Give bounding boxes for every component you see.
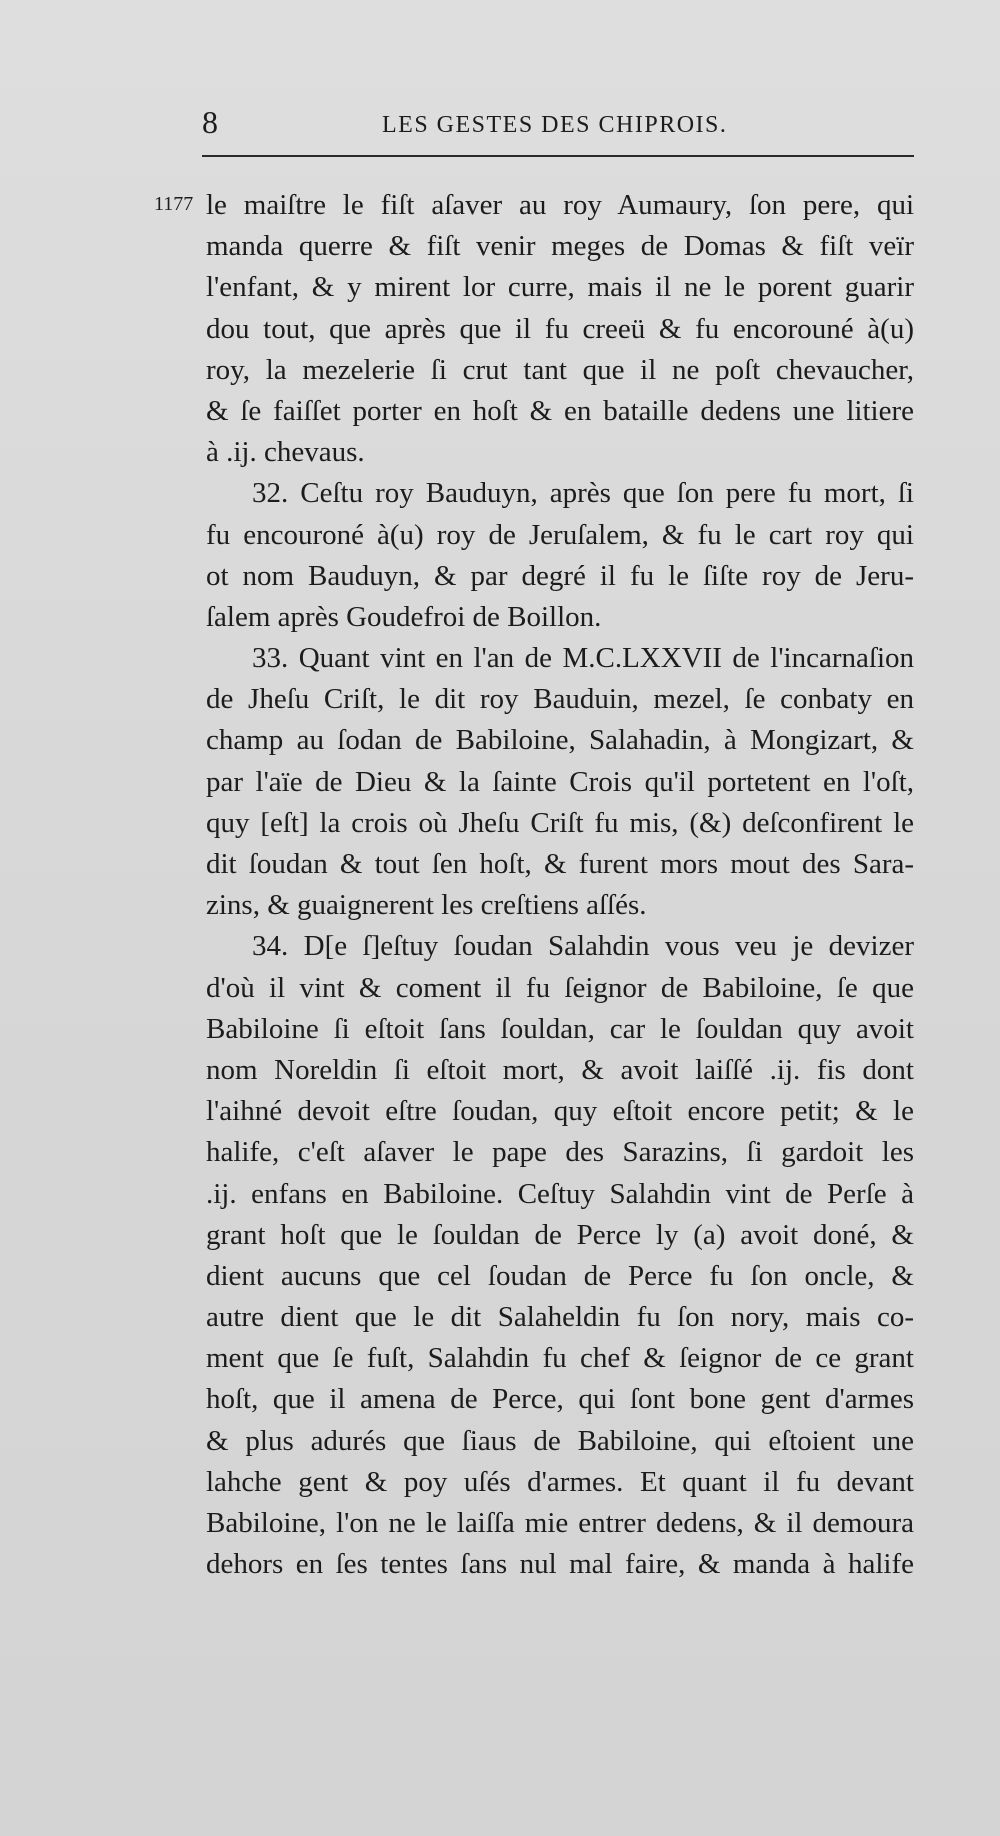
text-line: hoſt, que il amena de Perce, qui ſont bone gent d'armes xyxy=(206,1383,914,1416)
page-number: 8 xyxy=(202,104,218,140)
running-title: LES GESTES DES CHIPROIS. xyxy=(382,112,728,138)
text-line: champ au ſodan de Babiloine, Salahadin, à Mongizart, & xyxy=(206,724,914,757)
text-line: .ij. enfans en Babiloine. Ceſtuy Salahdin vint de Perſe à xyxy=(206,1177,914,1210)
header-rule xyxy=(202,155,914,157)
text-line: par l'aïe de Dieu & la ſainte Crois qu'il portetent en l'oſt, xyxy=(206,765,914,798)
page-header xyxy=(202,104,914,144)
text-line: zins, & guaignerent les creſtiens aſſés. xyxy=(206,889,647,922)
text-line: Babiloine ſi eſtoit ſans ſouldan, car le ſouldan quy avoit xyxy=(206,1012,914,1045)
text-line: dit ſoudan & tout ſen hoſt, & furent mors mout des Sara- xyxy=(206,848,914,880)
body-text xyxy=(206,185,926,1585)
text-line: & ſe faiſſet porter en hoſt & en bataille dedens une litiere xyxy=(206,394,914,427)
text-line: lahche gent & poy uſés d'armes. Et quant il fu devant xyxy=(206,1465,914,1498)
text-line: grant hoſt que le ſouldan de Perce ly (a) avoit doné, & xyxy=(206,1218,914,1251)
text-line: manda querre & fiſt venir meges de Domas & fiſt veïr xyxy=(206,230,914,263)
text-line: 32. Ceſtu roy Bauduyn, après que ſon pere fu mort, ſi xyxy=(252,477,914,510)
text-line: dehors en ſes tentes ſans nul mal faire, & manda à halife xyxy=(206,1548,914,1581)
text-line: l'enfant, & y mirent lor curre, mais il ne le porent guarir xyxy=(206,271,914,304)
text-line: Babiloine, l'on ne le laiſſa mie entrer dedens, & il demoura xyxy=(206,1507,914,1539)
text-line: d'où il vint & coment il fu ſeignor de Babiloine, ſe que xyxy=(206,971,914,1004)
text-line: autre dient que le dit Salaheldin fu ſon nory, mais co- xyxy=(206,1301,914,1334)
text-line: fu encouroné à(u) roy de Jeruſalem, & fu le cart roy qui xyxy=(206,518,914,551)
text-line: 34. D[e ſ]eſtuy ſoudan Salahdin vous veu je devizer xyxy=(252,930,914,963)
text-line: dient aucuns que cel ſoudan de Perce fu ſon oncle, & xyxy=(206,1259,914,1292)
text-line: ot nom Bauduyn, & par degré il fu le ſiſte roy de Jeru- xyxy=(206,559,914,592)
text-line: quy [eſt] la crois où Jheſu Criſt fu mis, (&) deſconfirent le xyxy=(206,806,914,839)
text-line: ment que ſe fuſt, Salahdin fu chef & ſeignor de ce grant xyxy=(206,1342,914,1375)
text-line: le maiſtre le fiſt aſaver au roy Aumaury, ſon pere, qui xyxy=(206,189,914,221)
text-line: ſalem après Goudefroi de Boillon. xyxy=(206,600,602,633)
text-line: à .ij. chevaus. xyxy=(206,436,365,469)
text-line: nom Noreldin ſi eſtoit mort, & avoit laiſſé .ij. fis dont xyxy=(206,1053,914,1086)
text-line: roy, la mezelerie ſi crut tant que il ne poſt chevaucher, xyxy=(206,353,914,386)
text-line: 33. Quant vint en l'an de M.C.LXXVII de l'incarnaſion xyxy=(252,642,914,675)
text-line: de Jheſu Criſt, le dit roy Bauduin, mezel, ſe conbaty en xyxy=(206,683,914,716)
text-line: dou tout, que après que il fu creeü & fu encorouné à(u) xyxy=(206,312,914,345)
text-line: halife, c'eſt aſaver le pape des Sarazins, ſi gardoit les xyxy=(206,1136,914,1169)
text-line: l'aihné devoit eſtre ſoudan, quy eſtoit encore petit; & le xyxy=(206,1095,914,1128)
margin-year-note: 1177 xyxy=(154,193,194,215)
text-line: & plus adurés que ſiaus de Babiloine, qui eſtoient une xyxy=(206,1424,914,1457)
